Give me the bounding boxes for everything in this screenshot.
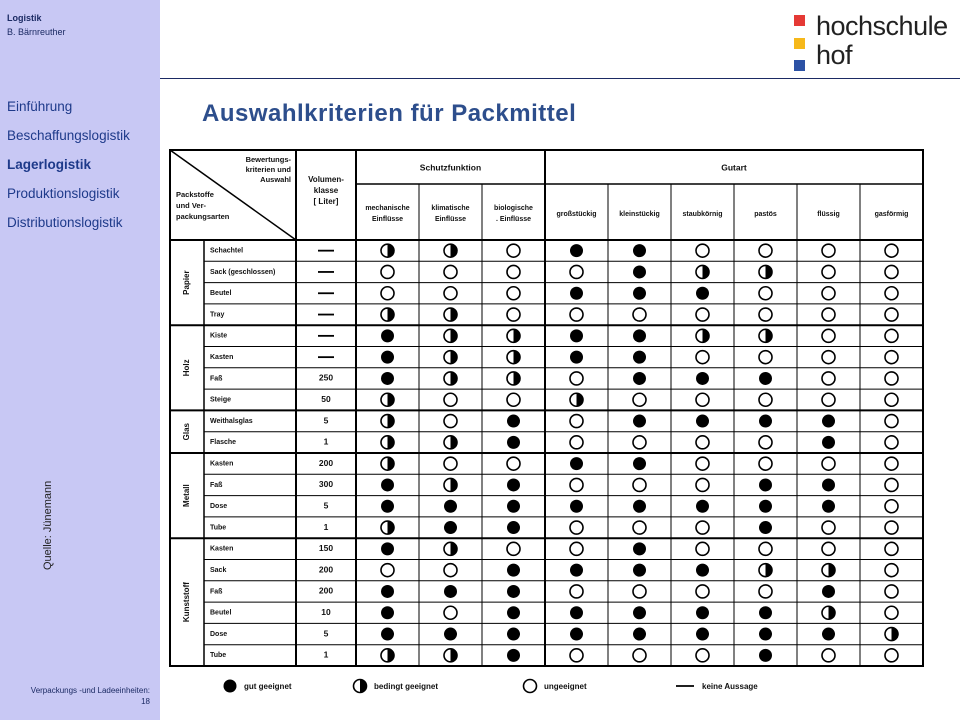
rating-full-circle	[822, 415, 835, 428]
nav-item-produktionslogistik[interactable]: Produktionslogistik	[7, 186, 120, 201]
course-title: Logistik	[7, 13, 42, 23]
table-frame	[170, 150, 923, 666]
rating-empty-circle	[885, 351, 898, 364]
rating-full-circle	[570, 329, 583, 342]
logo-line-1: hochschule	[816, 11, 948, 41]
footer	[8, 685, 150, 707]
rating-empty-circle	[570, 649, 583, 662]
rating-full-circle	[381, 372, 394, 385]
rating-empty-circle	[696, 585, 709, 598]
rating-empty-circle	[381, 265, 394, 278]
nav-item-einfuehrung[interactable]: Einführung	[7, 99, 73, 114]
rating-full-circle	[507, 436, 520, 449]
rating-empty-circle	[633, 308, 646, 321]
rating-empty-circle	[885, 564, 898, 577]
rating-empty-circle	[822, 329, 835, 342]
rating-full-circle	[822, 628, 835, 641]
row-label: Tray	[210, 311, 225, 319]
navigation-menu	[7, 98, 130, 243]
rating-full-circle	[759, 500, 772, 513]
volume-value: 200	[318, 457, 334, 468]
rating-full-circle	[759, 478, 772, 491]
column-header: gasförmig	[874, 210, 909, 218]
group-header-gutart: Gutart	[721, 162, 747, 173]
row-label: Kasten	[210, 545, 234, 553]
volume-value: 5	[323, 415, 329, 426]
rating-full-circle	[507, 649, 520, 662]
rating-empty-circle	[885, 265, 898, 278]
packaging-selection-table	[168, 148, 950, 716]
rating-empty-circle	[759, 287, 772, 300]
rating-empty-circle	[444, 287, 457, 300]
legend-empty-circle	[524, 680, 537, 693]
rating-empty-circle	[444, 265, 457, 278]
row-label: Kiste	[210, 332, 228, 340]
rating-empty-circle	[696, 457, 709, 470]
rating-empty-circle	[633, 585, 646, 598]
rating-empty-circle	[633, 649, 646, 662]
volume-value: 150	[318, 543, 334, 554]
nav-item-lagerlogistik[interactable]: Lagerlogistik	[7, 157, 92, 172]
rating-full-circle	[381, 542, 394, 555]
rating-full-circle	[633, 415, 646, 428]
rating-full-circle	[570, 606, 583, 619]
volume-value: 5	[323, 628, 329, 639]
nav-item-distributionslogistik[interactable]: Distributionslogistik	[7, 215, 123, 230]
rating-empty-circle	[759, 585, 772, 598]
corner-top-label: Auswahl	[260, 174, 291, 184]
rating-empty-circle	[885, 500, 898, 513]
rating-full-circle	[759, 628, 772, 641]
rating-empty-circle	[507, 265, 520, 278]
volume-value: 1	[323, 436, 329, 447]
rating-full-circle	[381, 478, 394, 491]
rating-full-circle	[633, 564, 646, 577]
rating-full-circle	[444, 500, 457, 513]
legend-full-circle	[224, 680, 237, 693]
rating-empty-circle	[822, 244, 835, 257]
rating-empty-circle	[885, 329, 898, 342]
logo-line-2: hof	[816, 40, 853, 70]
rating-empty-circle	[822, 287, 835, 300]
rating-full-circle	[759, 415, 772, 428]
column-header: mechanische	[365, 204, 410, 212]
rating-empty-circle	[885, 478, 898, 491]
row-label: Weithalsglas	[210, 417, 253, 425]
row-label: Tube	[210, 652, 227, 660]
corner-bottom-label: packungsarten	[176, 211, 230, 221]
volume-header: klasse	[313, 186, 339, 196]
rating-full-circle	[507, 521, 520, 534]
rating-full-circle	[696, 564, 709, 577]
row-label: Dose	[210, 503, 228, 511]
rating-empty-circle	[885, 287, 898, 300]
rating-full-circle	[696, 500, 709, 513]
rating-empty-circle	[885, 585, 898, 598]
hochschule-hof-logo	[794, 12, 954, 72]
rating-empty-circle	[570, 265, 583, 278]
rating-empty-circle	[633, 393, 646, 406]
rating-full-circle	[381, 606, 394, 619]
rating-empty-circle	[696, 649, 709, 662]
rating-empty-circle	[633, 436, 646, 449]
rating-empty-circle	[570, 308, 583, 321]
rating-empty-circle	[696, 521, 709, 534]
rating-empty-circle	[885, 393, 898, 406]
volume-value: 300	[318, 479, 334, 490]
column-header: . Einflüsse	[495, 215, 532, 223]
rating-empty-circle	[696, 351, 709, 364]
rating-empty-circle	[759, 436, 772, 449]
rating-full-circle	[507, 415, 520, 428]
rating-full-circle	[633, 606, 646, 619]
rating-full-circle	[381, 628, 394, 641]
rating-full-circle	[696, 628, 709, 641]
group-label: Holz	[182, 359, 192, 377]
rating-full-circle	[633, 287, 646, 300]
volume-value: 250	[318, 372, 334, 383]
rating-full-circle	[507, 585, 520, 598]
rating-empty-circle	[696, 478, 709, 491]
group-label: Kunststoff	[182, 582, 192, 623]
rating-empty-circle	[822, 393, 835, 406]
rating-empty-circle	[822, 372, 835, 385]
row-label: Sack (geschlossen)	[210, 268, 276, 276]
page-title: Auswahlkriterien für Packmittel	[202, 100, 577, 127]
rating-empty-circle	[759, 393, 772, 406]
rating-full-circle	[759, 606, 772, 619]
rating-empty-circle	[570, 521, 583, 534]
volume-value: 200	[318, 585, 334, 596]
rating-full-circle	[759, 372, 772, 385]
rating-empty-circle	[507, 542, 520, 555]
column-header: staubkörnig	[682, 210, 723, 218]
rating-empty-circle	[822, 521, 835, 534]
rating-empty-circle	[696, 244, 709, 257]
rating-full-circle	[633, 457, 646, 470]
volume-value: 1	[323, 649, 329, 660]
rating-full-circle	[570, 287, 583, 300]
row-label: Sack	[210, 566, 227, 574]
rating-empty-circle	[885, 244, 898, 257]
rating-full-circle	[633, 329, 646, 342]
rating-full-circle	[570, 244, 583, 257]
rating-empty-circle	[696, 308, 709, 321]
volume-value: 10	[321, 607, 331, 617]
rating-empty-circle	[507, 244, 520, 257]
rating-full-circle	[381, 329, 394, 342]
rating-empty-circle	[507, 393, 520, 406]
rating-empty-circle	[507, 287, 520, 300]
rating-empty-circle	[885, 649, 898, 662]
corner-top-label: kriterien und	[245, 164, 291, 174]
rating-full-circle	[444, 628, 457, 641]
rating-full-circle	[759, 521, 772, 534]
rating-full-circle	[507, 606, 520, 619]
volume-value: 5	[323, 500, 329, 511]
rating-empty-circle	[696, 542, 709, 555]
rating-full-circle	[822, 478, 835, 491]
rating-empty-circle	[381, 287, 394, 300]
group-label: Papier	[182, 270, 192, 295]
column-header: kleinstückig	[619, 210, 660, 218]
corner-top-label: Bewertungs-	[245, 154, 291, 164]
rating-empty-circle	[885, 436, 898, 449]
rating-full-circle	[507, 564, 520, 577]
rating-empty-circle	[444, 393, 457, 406]
column-header: großstückig	[556, 210, 597, 218]
rating-empty-circle	[444, 457, 457, 470]
volume-header: [ Liter]	[313, 197, 339, 207]
rating-full-circle	[696, 606, 709, 619]
rating-full-circle	[570, 628, 583, 641]
group-header-schutzfunktion: Schutzfunktion	[419, 162, 482, 173]
author-name: B. Bärnreuther	[7, 27, 66, 37]
rating-empty-circle	[885, 308, 898, 321]
rating-full-circle	[696, 415, 709, 428]
rating-empty-circle	[507, 308, 520, 321]
rating-empty-circle	[885, 542, 898, 555]
rating-empty-circle	[696, 436, 709, 449]
rating-full-circle	[696, 287, 709, 300]
rating-empty-circle	[885, 457, 898, 470]
row-label: Faß	[210, 588, 223, 596]
corner-bottom-label: und Ver-	[176, 200, 207, 210]
rating-empty-circle	[885, 372, 898, 385]
rating-full-circle	[507, 478, 520, 491]
column-header: pastös	[754, 210, 777, 218]
volume-value: 50	[321, 394, 331, 404]
rating-full-circle	[822, 500, 835, 513]
rating-full-circle	[633, 372, 646, 385]
rating-full-circle	[633, 628, 646, 641]
rating-empty-circle	[759, 351, 772, 364]
rating-empty-circle	[885, 521, 898, 534]
volume-header: Volumen-	[308, 175, 344, 185]
rating-empty-circle	[759, 244, 772, 257]
row-label: Kasten	[210, 460, 234, 468]
column-header: biologische	[494, 204, 533, 212]
legend-label: keine Aussage	[702, 682, 758, 692]
rating-full-circle	[759, 649, 772, 662]
source-credit: Quelle: Jünemann	[42, 480, 54, 570]
corner-bottom-label: Packstoffe	[176, 189, 214, 199]
header-divider	[160, 78, 960, 79]
logo-text	[816, 12, 948, 70]
rating-full-circle	[633, 351, 646, 364]
rating-empty-circle	[570, 415, 583, 428]
rating-full-circle	[822, 585, 835, 598]
column-header: Einflüsse	[371, 215, 404, 223]
row-label: Faß	[210, 375, 223, 383]
page-number: 18	[141, 697, 150, 706]
rating-full-circle	[381, 351, 394, 364]
column-header: Einflüsse	[434, 215, 467, 223]
rating-full-circle	[696, 372, 709, 385]
row-label: Beutel	[210, 609, 232, 617]
rating-empty-circle	[507, 457, 520, 470]
footer-text: Verpackungs -und Ladeeinheiten:	[30, 686, 150, 695]
row-label: Schachtel	[210, 247, 244, 255]
rating-empty-circle	[759, 457, 772, 470]
row-label: Dose	[210, 630, 228, 638]
nav-item-beschaffungslogistik[interactable]: Beschaffungslogistik	[7, 128, 130, 143]
rating-full-circle	[633, 542, 646, 555]
rating-full-circle	[507, 628, 520, 641]
rating-empty-circle	[822, 542, 835, 555]
row-label: Flasche	[210, 439, 237, 447]
rating-full-circle	[507, 500, 520, 513]
rating-full-circle	[570, 564, 583, 577]
rating-empty-circle	[696, 393, 709, 406]
rating-full-circle	[381, 585, 394, 598]
rating-empty-circle	[885, 415, 898, 428]
logo-red-square	[794, 15, 805, 26]
column-header: flüssig	[817, 210, 840, 218]
rating-empty-circle	[381, 564, 394, 577]
legend-label: bedingt geeignet	[374, 682, 438, 692]
rating-empty-circle	[759, 308, 772, 321]
rating-full-circle	[822, 436, 835, 449]
rating-empty-circle	[822, 308, 835, 321]
rating-empty-circle	[822, 265, 835, 278]
row-label: Steige	[210, 396, 232, 404]
rating-full-circle	[444, 585, 457, 598]
rating-empty-circle	[570, 478, 583, 491]
rating-empty-circle	[444, 564, 457, 577]
rating-empty-circle	[822, 351, 835, 364]
rating-empty-circle	[444, 415, 457, 428]
rating-empty-circle	[570, 542, 583, 555]
logo-yellow-square	[794, 38, 805, 49]
group-label: Glas	[182, 423, 192, 441]
rating-full-circle	[444, 521, 457, 534]
rating-empty-circle	[759, 542, 772, 555]
row-label: Beutel	[210, 290, 232, 298]
rating-empty-circle	[633, 521, 646, 534]
legend-label: gut geeignet	[244, 682, 292, 692]
group-label: Metall	[182, 484, 192, 507]
rating-empty-circle	[822, 457, 835, 470]
row-label: Kasten	[210, 353, 234, 361]
rating-empty-circle	[570, 436, 583, 449]
volume-value: 1	[323, 521, 329, 532]
volume-value: 200	[318, 564, 334, 575]
row-label: Tube	[210, 524, 227, 532]
column-header: klimatische	[431, 204, 470, 212]
rating-full-circle	[381, 500, 394, 513]
rating-full-circle	[633, 265, 646, 278]
rating-empty-circle	[633, 478, 646, 491]
legend-label: ungeeignet	[544, 682, 587, 692]
rating-empty-circle	[822, 649, 835, 662]
rating-full-circle	[570, 351, 583, 364]
row-label: Faß	[210, 481, 223, 489]
rating-full-circle	[570, 500, 583, 513]
logo-blue-square	[794, 60, 805, 71]
rating-empty-circle	[444, 606, 457, 619]
rating-empty-circle	[570, 585, 583, 598]
rating-full-circle	[570, 457, 583, 470]
rating-empty-circle	[570, 372, 583, 385]
rating-empty-circle	[885, 606, 898, 619]
rating-full-circle	[633, 500, 646, 513]
rating-full-circle	[633, 244, 646, 257]
sidebar	[0, 0, 160, 720]
